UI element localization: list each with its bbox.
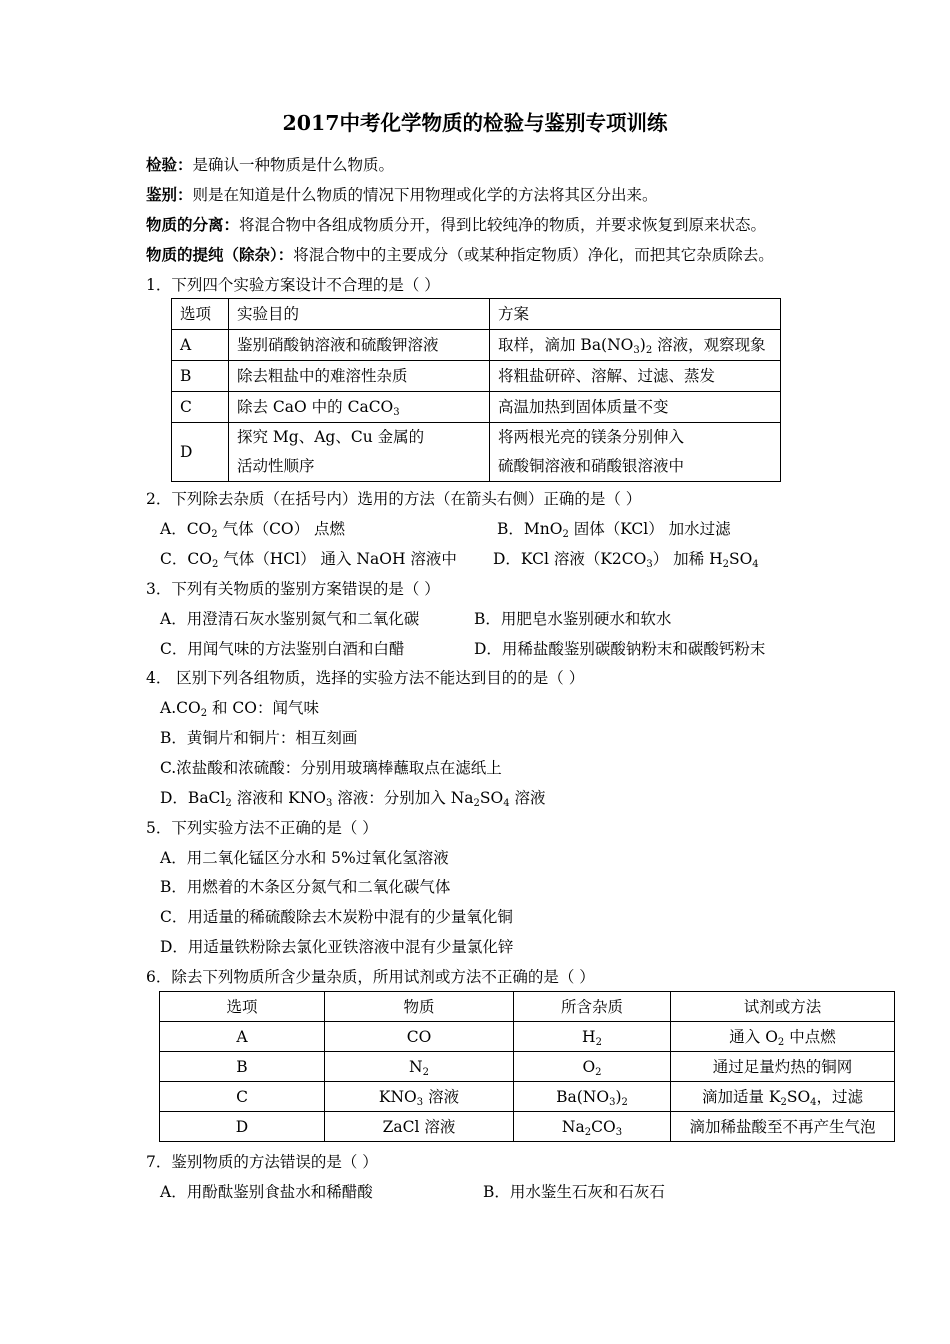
question-stem: 7．鉴别物质的方法错误的是（ ） bbox=[146, 1153, 378, 1171]
option-a: A．用酚酞鉴别食盐水和稀醋酸 bbox=[160, 1183, 373, 1201]
option-b: B．MnO$_2$ 固体（KCl） 加水过滤 bbox=[497, 520, 731, 540]
table-cell: 通过足量灼热的铜网 bbox=[671, 1052, 895, 1082]
table-cell: 鉴别硝酸钠溶液和硫酸钾溶液 bbox=[229, 330, 490, 361]
page-title: 2017中考化学物质的检验与鉴别专项训练 bbox=[282, 111, 668, 135]
question-stem: 2．下列除去杂质（在括号内）选用的方法（在箭头右侧）正确的是（ ） bbox=[146, 490, 642, 508]
table-cell: CO bbox=[325, 1022, 514, 1052]
table-header-cell: 试剂或方法 bbox=[671, 992, 895, 1022]
table-row bbox=[160, 1022, 895, 1052]
table-cell: 将粗盐研碎、溶解、过滤、蒸发 bbox=[490, 361, 781, 392]
option-b: B．用燃着的木条区分氮气和二氧化碳气体 bbox=[160, 878, 451, 896]
table-header-row bbox=[160, 992, 895, 1022]
question-stem: 6．除去下列物质所含少量杂质，所用试剂或方法不正确的是（ ） bbox=[146, 968, 595, 986]
table-cell: $Ba(NO_3)_2$ bbox=[514, 1082, 671, 1112]
table-row bbox=[160, 1082, 895, 1112]
table-cell: 滴加适量 $K_2SO_4$，过滤 bbox=[671, 1082, 895, 1112]
table-cell: C bbox=[172, 392, 229, 423]
table-cell: 取样，滴加 $Ba(NO_3)_2$ 溶液，观察现象 bbox=[490, 330, 781, 361]
option-a: A．用澄清石灰水鉴别氮气和二氧化碳 bbox=[160, 610, 420, 628]
definition-text: 将混合物中的主要成分（或某种指定物质）净化，而把其它杂质除去。 bbox=[293, 246, 774, 264]
option-d: D．用稀盐酸鉴别碳酸钠粉末和碳酸钙粉末 bbox=[474, 640, 766, 658]
option-b: B．用水鉴生石灰和石灰石 bbox=[483, 1183, 665, 1201]
table-row bbox=[172, 330, 781, 361]
q1-table bbox=[171, 298, 781, 482]
table-header-cell: 所含杂质 bbox=[514, 992, 671, 1022]
definition-term: 检验： bbox=[146, 155, 193, 174]
table-cell: A bbox=[172, 330, 229, 361]
definition-text: 是确认一种物质是什么物质。 bbox=[192, 156, 395, 174]
table-row bbox=[160, 1112, 895, 1142]
table-cell: 滴加稀盐酸至不再产生气泡 bbox=[671, 1112, 895, 1142]
option-c: C．$CO_2$ 气体（HCl） 通入 NaOH 溶液中 bbox=[160, 550, 457, 570]
definition-line bbox=[146, 215, 766, 235]
table-cell: C bbox=[160, 1082, 325, 1112]
option-a: A．用二氧化锰区分水和 5%过氧化氢溶液 bbox=[160, 849, 449, 867]
table-cell: A bbox=[160, 1022, 325, 1052]
definition-term: 鉴别： bbox=[146, 185, 193, 204]
table-cell: D bbox=[172, 423, 229, 482]
option-d: D．BaCl$_2$ 溶液和 $KNO_3$ 溶液：分别加入 $Na_2SO_4$ 溶液 bbox=[160, 789, 546, 809]
option-d: D．用适量铁粉除去氯化亚铁溶液中混有少量氯化锌 bbox=[160, 938, 514, 956]
definition-term: 物质的提纯（除杂）： bbox=[146, 245, 294, 264]
definition-text: 将混合物中各组成物质分开，得到比较纯净的物质，并要求恢复到原来状态。 bbox=[239, 216, 767, 234]
definition-line bbox=[146, 155, 394, 175]
table-header-cell: 选项 bbox=[172, 299, 229, 330]
table-cell: 将两根光亮的镁条分别伸入 硫酸铜溶液和硝酸银溶液中 bbox=[490, 423, 781, 482]
option-d: D．KCl 溶液$(K2CO_3)$ 加稀 $H_2SO_4$ bbox=[493, 550, 759, 570]
table-cell: 通入 $O_2$ 中点燃 bbox=[671, 1022, 895, 1052]
table-header-cell: 实验目的 bbox=[229, 299, 490, 330]
table-cell: $N_2$ bbox=[325, 1052, 514, 1082]
option-b: B．用肥皂水鉴别硬水和软水 bbox=[474, 610, 672, 628]
option-c: C．用闻气味的方法鉴别白酒和白醋 bbox=[160, 640, 405, 658]
table-row bbox=[172, 361, 781, 392]
table-cell: 高温加热到固体质量不变 bbox=[490, 392, 781, 423]
option-a: A．$CO_2$ 气体（CO） 点燃 bbox=[160, 520, 346, 540]
table-cell: $KNO_3$ 溶液 bbox=[325, 1082, 514, 1112]
table-cell: 探究 Mg、Ag、Cu 金属的 活动性顺序 bbox=[229, 423, 490, 482]
table-cell: $Na_2CO_3$ bbox=[514, 1112, 671, 1142]
option-a: $A.CO_2$ 和 CO：闻气味 bbox=[160, 699, 319, 719]
table-cell: $H_2$ bbox=[514, 1022, 671, 1052]
definition-line bbox=[146, 185, 658, 205]
definition-term: 物质的分离： bbox=[146, 215, 240, 234]
table-cell: B bbox=[160, 1052, 325, 1082]
option-b: B．黄铜片和铜片：相互刻画 bbox=[160, 729, 358, 747]
option-c: C．用适量的稀硫酸除去木炭粉中混有的少量氧化铜 bbox=[160, 908, 513, 926]
table-cell: $O_2$ bbox=[514, 1052, 671, 1082]
table-cell: 除去粗盐中的难溶性杂质 bbox=[229, 361, 490, 392]
definition-line bbox=[146, 245, 774, 265]
table-cell: D bbox=[160, 1112, 325, 1142]
question-stem: 3．下列有关物质的鉴别方案错误的是（ ） bbox=[146, 580, 440, 598]
table-row bbox=[172, 423, 781, 482]
q6-table bbox=[159, 991, 895, 1142]
table-header-cell: 方案 bbox=[490, 299, 781, 330]
question-stem: 4． 区别下列各组物质，选择的实验方法不能达到目的的是（ ） bbox=[146, 669, 585, 687]
question-stem: 5．下列实验方法不正确的是（ ） bbox=[146, 819, 378, 837]
table-cell: 除去 CaO 中的 CaCO$_3$ bbox=[229, 392, 490, 423]
table-header-cell: 选项 bbox=[160, 992, 325, 1022]
option-c: C.浓盐酸和浓硫酸：分别用玻璃棒蘸取点在滤纸上 bbox=[160, 759, 502, 777]
table-header-row bbox=[172, 299, 781, 330]
table-row bbox=[172, 392, 781, 423]
question-stem: 1．下列四个实验方案设计不合理的是（ ） bbox=[146, 276, 440, 294]
table-row bbox=[160, 1052, 895, 1082]
definition-text: 则是在知道是什么物质的情况下用物理或化学的方法将其区分出来。 bbox=[192, 186, 658, 204]
table-cell: B bbox=[172, 361, 229, 392]
table-header-cell: 物质 bbox=[325, 992, 514, 1022]
table-cell: ZaCl 溶液 bbox=[325, 1112, 514, 1142]
